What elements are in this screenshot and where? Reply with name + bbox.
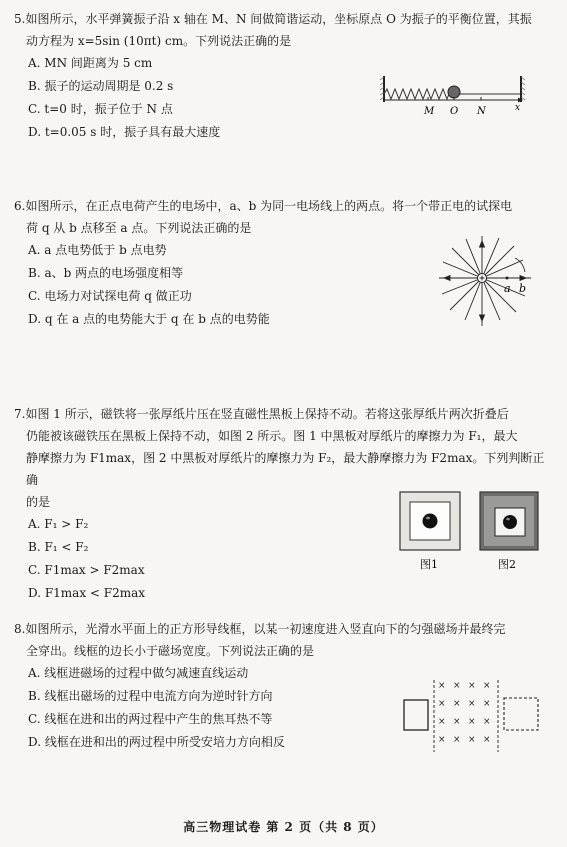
svg-text:×: × xyxy=(468,699,476,709)
label-a: a xyxy=(504,282,511,295)
spring-oscillator-figure xyxy=(378,72,528,124)
q7-option-a: A. F₁ > F₂ xyxy=(28,517,89,531)
q7-stem-line2: 仍能被该磁铁压在黑板上保持不动，如图 2 所示。图 1 中黑板对厚纸片的摩擦力为 F₁，最大 xyxy=(26,429,518,443)
q8-stem-line2: 全穿出。线框的边长小于磁场宽度。下列说法正确的是 xyxy=(26,644,315,658)
q6-option-c: C. 电场力对试探电荷 q 做正功 xyxy=(28,289,192,303)
point-b xyxy=(520,277,523,280)
svg-text:×: × xyxy=(438,717,446,727)
svg-text:×: × xyxy=(453,699,461,709)
q8-option-b: B. 线框出磁场的过程中电流方向为逆时针方向 xyxy=(28,689,273,703)
svg-text:×: × xyxy=(483,735,491,745)
svg-text:×: × xyxy=(453,735,461,745)
electric-field-figure xyxy=(435,232,545,332)
page-footer: 高三物理试卷 第 2 页（共 8 页） xyxy=(183,820,384,834)
q6-stem-line1: 6.如图所示，在正点电荷产生的电场中，a、b 为同一电场线上的两点。将一个带正电的试探电 xyxy=(14,199,513,213)
svg-text:×: × xyxy=(468,681,476,691)
svg-text:×: × xyxy=(468,717,476,727)
label-b: b xyxy=(519,282,527,295)
label-o: O xyxy=(450,106,459,117)
q6-option-d: D. q 在 a 点的电势能大于 q 在 b 点的电势能 xyxy=(28,312,270,326)
q7-option-c: C. F1max > F2max xyxy=(28,563,145,577)
q6-option-a: A. a 点电势低于 b 点电势 xyxy=(28,243,167,257)
oscillator-ball xyxy=(448,86,460,98)
svg-text:×: × xyxy=(438,699,446,709)
q8-option-a: A. 线框进磁场的过程中做匀减速直线运动 xyxy=(28,666,249,680)
q8-option-c: C. 线框在进和出的两过程中产生的焦耳热不等 xyxy=(28,712,273,726)
q7-option-b: B. F₁ < F₂ xyxy=(28,540,89,554)
q6-option-b: B. a、b 两点的电场强度相等 xyxy=(28,266,184,280)
q7-stem-line1: 7.如图 1 所示，磁铁将一张厚纸片压在竖直磁性黑板上保持不动。若将这张厚纸片两次折叠后 xyxy=(14,407,509,421)
q7-stem-line4: 的是 xyxy=(26,495,51,509)
label-x: x xyxy=(515,103,521,113)
q5-stem-line2: 动方程为 x=5sin (10πt) cm。下列说法正确的是 xyxy=(26,34,292,48)
svg-text:×: × xyxy=(483,681,491,691)
label-m: M xyxy=(424,106,435,117)
svg-text:×: × xyxy=(453,681,461,691)
svg-text:×: × xyxy=(438,735,446,745)
field-crosses xyxy=(438,681,491,745)
svg-text:×: × xyxy=(453,717,461,727)
curved-arrow xyxy=(515,258,525,272)
fig2-magnet xyxy=(503,515,517,529)
q5-option-c: C. t=0 时，振子位于 N 点 xyxy=(28,102,173,116)
q7-stem-line3: 静摩擦力为 F1max，图 2 中黑板对厚纸片的摩擦力为 F₂，最大静摩擦力为 F2max。下列判断正确 xyxy=(26,451,545,487)
label-n: N xyxy=(477,106,486,117)
svg-text:×: × xyxy=(483,717,491,727)
q5-option-a: A. MN 间距离为 5 cm xyxy=(28,56,153,70)
q6-stem-line2: 荷 q 从 b 点移至 a 点。下列说法正确的是 xyxy=(26,221,252,235)
q8-stem-line1: 8.如图所示，光滑水平面上的正方形导线框，以某一初速度进入竖直向下的匀强磁场并最终完 xyxy=(14,622,506,636)
magnet-blackboard-figure xyxy=(398,490,546,575)
frame-before xyxy=(404,700,428,730)
point-a xyxy=(506,277,509,280)
svg-text:×: × xyxy=(483,699,491,709)
q8-option-d: D. 线框在进和出的两过程中所受安培力方向相反 xyxy=(28,735,285,749)
q5-stem-line1: 5.如图所示，水平弹簧振子沿 x 轴在 M、N 间做简谐运动，坐标原点 O 为振子的平衡位置，其振 xyxy=(14,12,532,26)
svg-text:×: × xyxy=(438,681,446,691)
q5-option-d: D. t=0.05 s 时，振子具有最大速度 xyxy=(28,125,221,139)
q7-option-d: D. F1max < F2max xyxy=(28,586,146,600)
fig1-caption: 图1 xyxy=(420,558,438,571)
frame-after xyxy=(504,698,538,730)
q5-option-b: B. 振子的运动周期是 0.2 s xyxy=(28,79,174,93)
svg-text:×: × xyxy=(468,735,476,745)
magnetic-field-figure xyxy=(400,676,545,756)
fig1-magnet xyxy=(423,514,438,529)
spring xyxy=(384,89,449,99)
fig2-caption: 图2 xyxy=(498,558,516,571)
